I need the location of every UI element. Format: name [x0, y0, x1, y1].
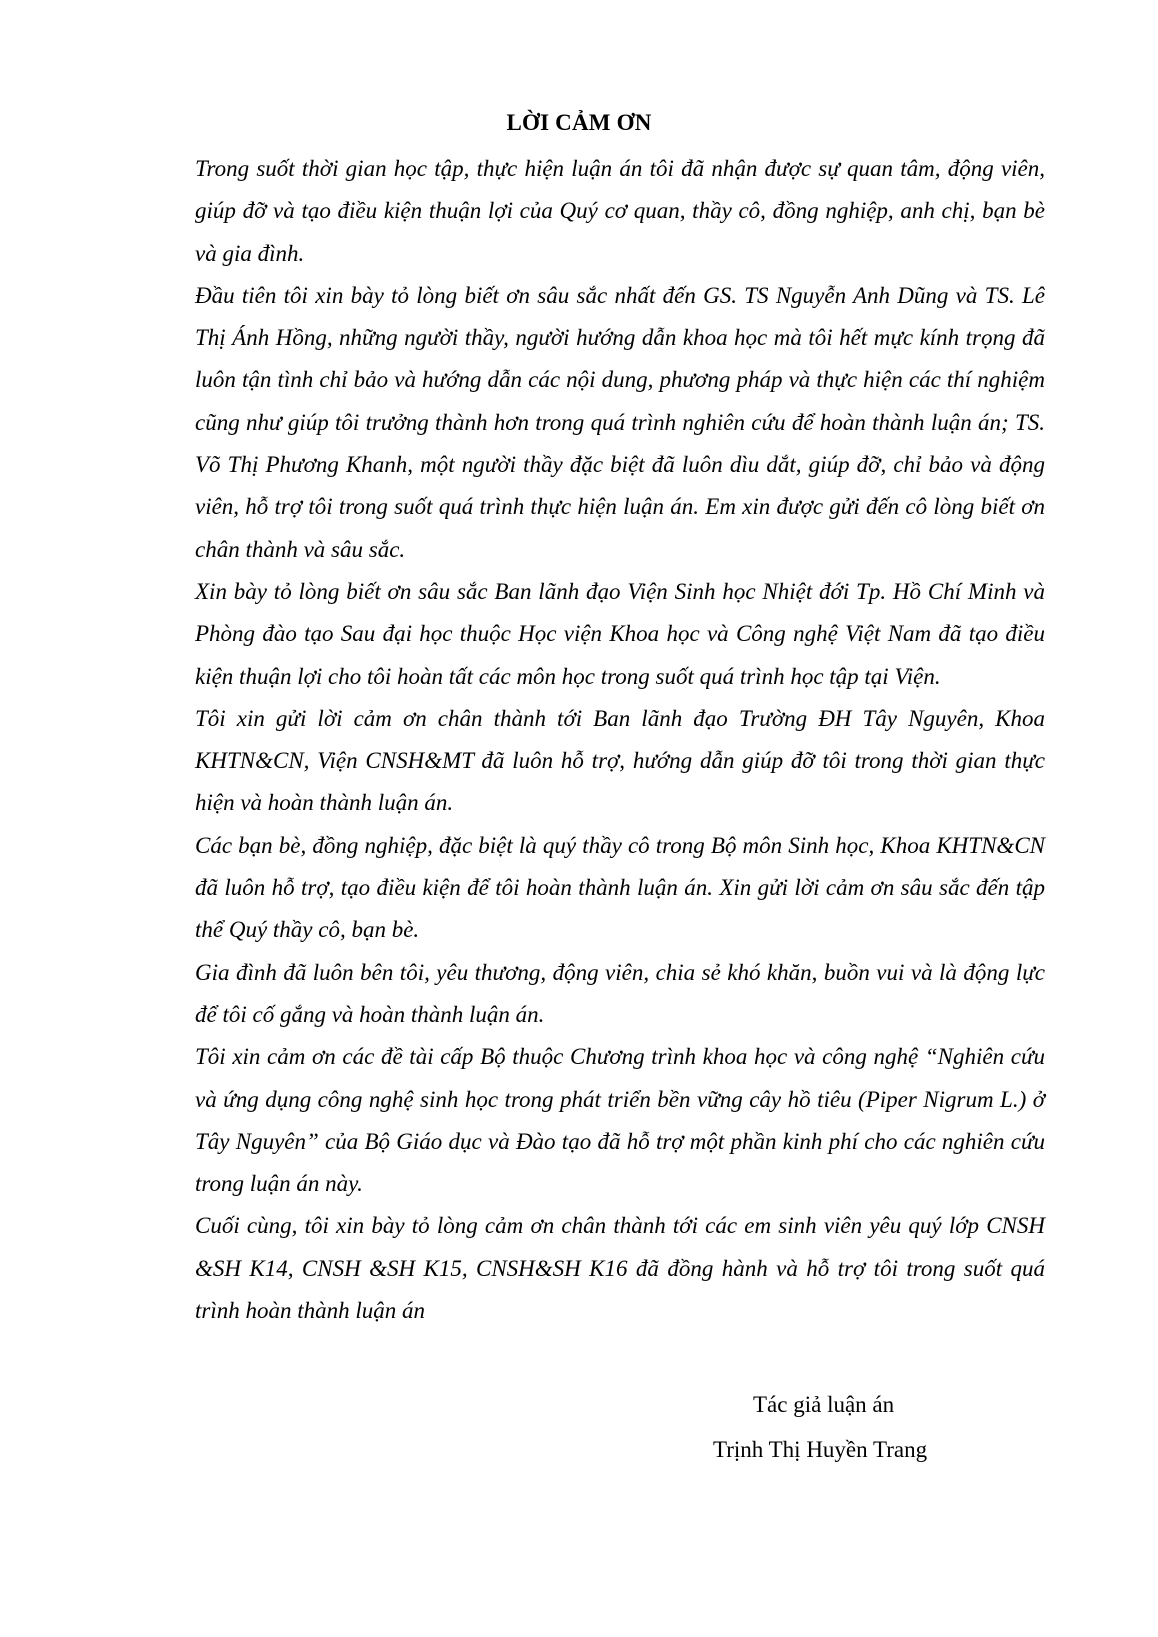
paragraph-colleagues: Các bạn bè, đồng nghiệp, đặc biệt là quý thầy cô trong Bộ môn Sinh học, Khoa KHTN&CN đã luôn hỗ trợ, tạo điều kiện để tôi hoàn thành luận án. Xin gửi lời cảm ơn sâu sắc đến tập thể Quý thầy cô, bạn bè.: [195, 832, 1045, 943]
paragraph-intro: Trong suốt thời gian học tập, thực hiện luận án tôi đã nhận được sự quan tâm, động viên, giúp đỡ và tạo điều kiện thuận lợi của Quý cơ quan, thầy cô, đồng nghiệp, anh chị, bạn bè và gia đình.: [195, 156, 1045, 266]
paragraph-institute: Xin bày tỏ lòng biết ơn sâu sắc Ban lãnh đạo Viện Sinh học Nhiệt đới Tp. Hồ Chí Minh và Phòng đào tạo Sau đại học thuộc Học viện Khoa học và Công nghệ Việt Nam đã tạo điều kiện thuận lợi cho tôi hoàn tất các môn học trong suốt quá trình học tập tại Viện.: [195, 578, 1045, 689]
paragraph-advisors: Đầu tiên tôi xin bày tỏ lòng biết ơn sâu sắc nhất đến GS. TS Nguyễn Anh Dũng và TS. Lê Thị Ánh Hồng, những người thầy, người hướng dẫn khoa học mà tôi hết mực kính trọng đã luôn tận tình chỉ bảo và hướng dẫn các nội dung, phương pháp và thực hiện các thí nghiệm cũng như giúp tôi trưởng thành hơn trong quá trình nghiên cứu để hoàn thành luận án; TS. Võ Thị Phương Khanh, một người thầy đặc biệt đã luôn dìu dắt, giúp đỡ, chỉ bảo và động viên, hỗ trợ tôi trong suốt quá trình thực hiện luận án. Em xin được gửi đến cô lòng biết ơn chân thành và sâu sắc.: [195, 282, 1045, 562]
signature-role: Tác giả luận án: [753, 1392, 895, 1417]
paragraph-students: Cuối cùng, tôi xin bày tỏ lòng cảm ơn chân thành tới các em sinh viên yêu quý lớp CNSH &SH K14, CNSH &SH K15, CNSH&SH K16 đã đồng hành và hỗ trợ tôi trong suốt quá trình hoàn thành luận án: [195, 1213, 1045, 1324]
acknowledgement-body: [195, 148, 1045, 1332]
page-title: LỜI CẢM ƠN: [506, 110, 652, 135]
paragraph-funding: Tôi xin cảm ơn các đề tài cấp Bộ thuộc Chương trình khoa học và công nghệ “Nghiên cứu và ứng dụng công nghệ sinh học trong phát triển bền vững cây hồ tiêu (Piper Nigrum L.) ở Tây Nguyên” của Bộ Giáo dục và Đào tạo đã hỗ trợ một phần kinh phí cho các nghiên cứu trong luận án này.: [195, 1044, 1045, 1197]
paragraph-university: Tôi xin gửi lời cảm ơn chân thành tới Ban lãnh đạo Trường ĐH Tây Nguyên, Khoa KHTN&CN, Viện CNSH&MT đã luôn hỗ trợ, hướng dẫn giúp đỡ tôi trong thời gian thực hiện và hoàn thành luận án.: [195, 705, 1045, 816]
signature-name: Trịnh Thị Huyền Trang: [713, 1437, 928, 1462]
paragraph-family: Gia đình đã luôn bên tôi, yêu thương, động viên, chia sẻ khó khăn, buồn vui và là động lực để tôi cố gắng và hoàn thành luận án.: [195, 959, 1045, 1027]
